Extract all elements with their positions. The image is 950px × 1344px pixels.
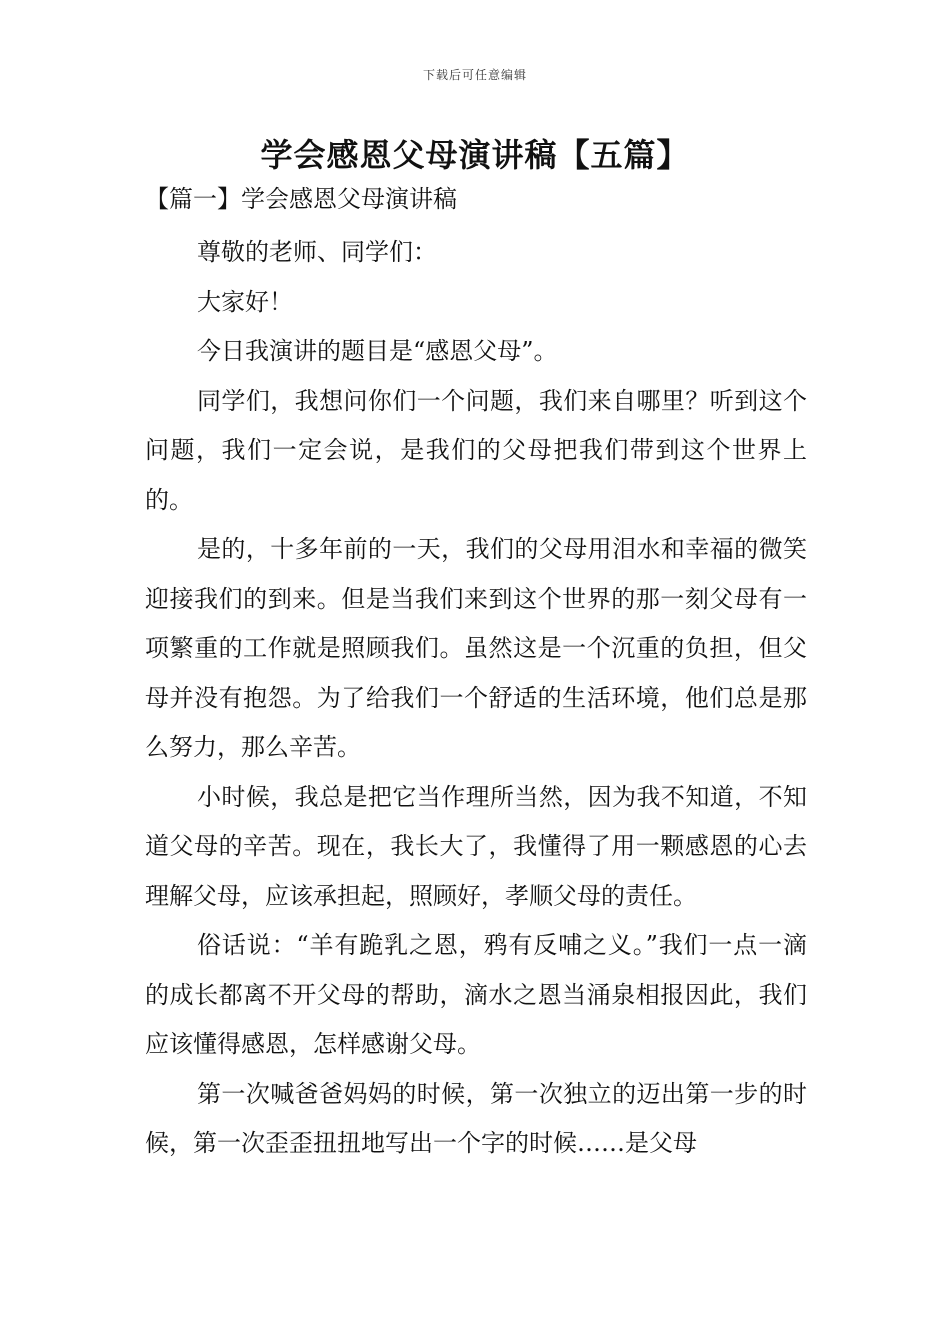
document-body bbox=[145, 180, 807, 1169]
paragraph: 俗话说：“羊有跪乳之恩，鸦有反哺之义。”我们一点一滴的成长都离不开父母的帮助，滴水之恩当涌泉相报因此，我们应该懂得感恩，怎样感谢父母。 bbox=[145, 931, 807, 1058]
paragraph: 是的，十多年前的一天，我们的父母用泪水和幸福的微笑迎接我们的到来。但是当我们来到这个世界的那一刻父母有一项繁重的工作就是照顾我们。虽然这是一个沉重的负担，但父母并没有抱怨。为了给我们一个舒适的生活环境，他们总是那么努力，那么辛苦。 bbox=[145, 535, 807, 761]
header-note: 下载后可任意编辑 bbox=[422, 68, 527, 82]
paragraph: 同学们，我想问你们一个问题，我们来自哪里？听到这个问题，我们一定会说，是我们的父母把我们带到这个世界上的。 bbox=[145, 386, 807, 514]
paragraph: 小时候，我总是把它当作理所当然，因为我不知道，不知道父母的辛苦。现在，我长大了，我懂得了用一颗感恩的心去理解父母，应该承担起，照顾好，孝顺父母的责任。 bbox=[145, 782, 807, 910]
paragraph-salutation: 尊敬的老师、同学们： bbox=[197, 238, 437, 266]
paragraph: 第一次喊爸爸妈妈的时候，第一次独立的迈出第一步的时候，第一次歪歪扭扭地写出一个字的时候……是父母 bbox=[145, 1079, 807, 1157]
section-heading: 【篇一】学会感恩父母演讲稿 bbox=[145, 185, 457, 213]
paragraph-greeting: 大家好！ bbox=[197, 287, 293, 316]
paragraph-topic: 今日我演讲的题目是“感恩父母”。 bbox=[197, 337, 558, 365]
document-title: 学会感恩父母演讲稿【五篇】 bbox=[260, 136, 690, 174]
